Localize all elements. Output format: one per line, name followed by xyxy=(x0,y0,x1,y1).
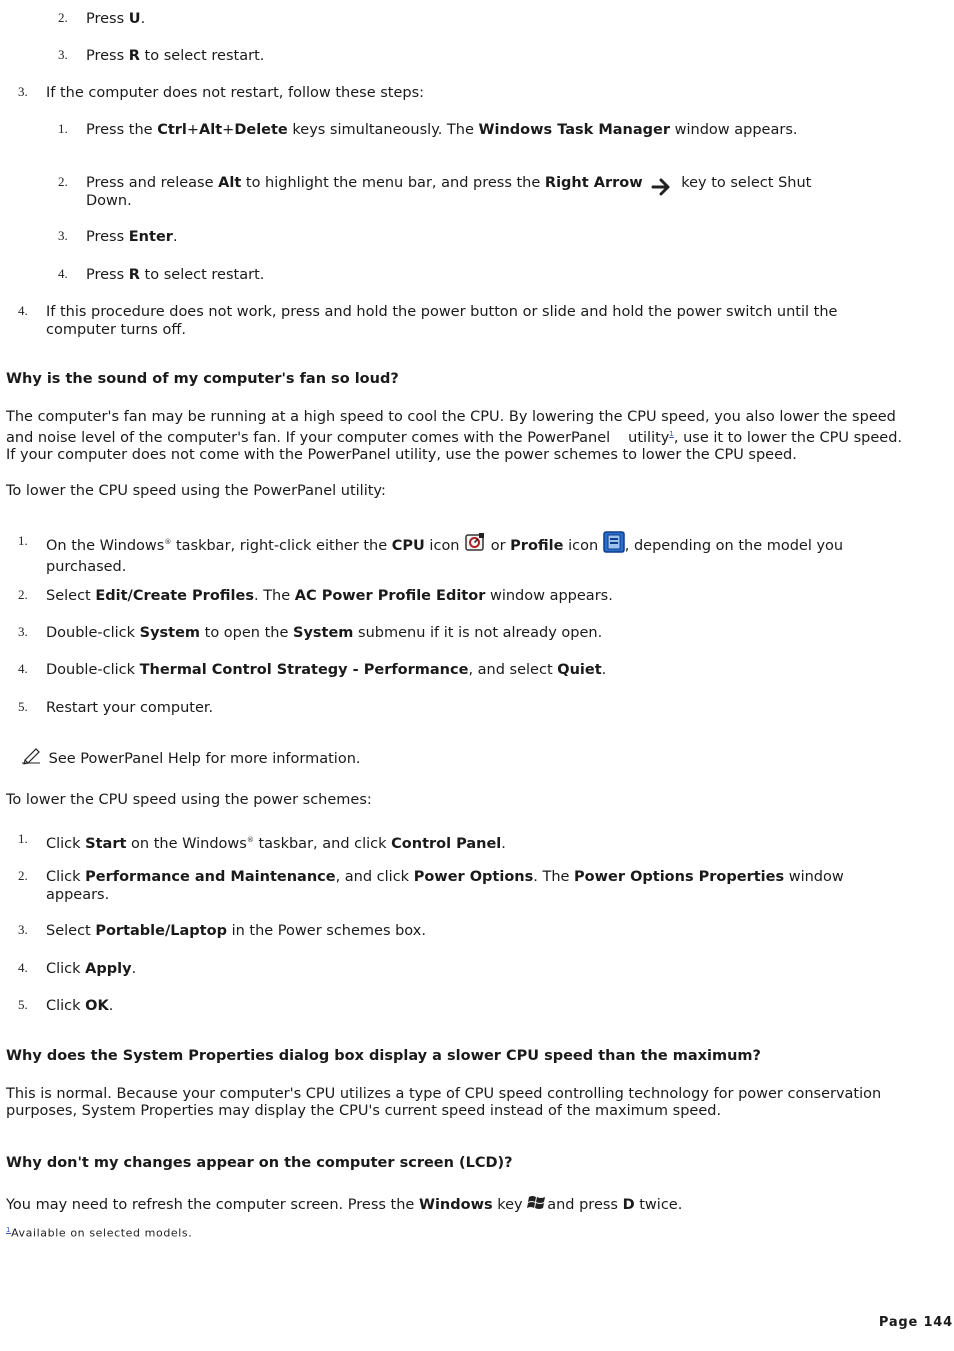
list-step: Restart your computer. xyxy=(46,700,214,716)
fan-paragraph: The computer's fan may be running at a high speed to cool the CPU. By lowering the CPU speed, you also lower the speed and noise level of the computer's fan. If your computer comes with the PowerPanel utility$^1$, use it to lower the CPU speed. If your computer does not come with the PowerPanel utility, use the power schemes to lower the CPU speed. xyxy=(6,409,903,463)
step-number: 1. xyxy=(58,121,68,136)
step-number: 2. xyxy=(18,868,28,883)
list-step: Select Portable/Laptop in the Power schemes box. xyxy=(46,923,426,939)
sysprops-paragraph: This is normal. Because your computer's CPU utilizes a type of CPU speed controlling technology for power conservation purposes, System Properties may display the CPU's current speed instead of the maximum speed. xyxy=(6,1086,882,1119)
list-step: Press and release Alt to highlight the menu bar, and press the Right Arrow key to select Shut Down. xyxy=(86,175,812,209)
section-heading-fan: Why is the sound of my computer's fan so loud? xyxy=(6,371,399,387)
lcd-paragraph: You may need to refresh the computer screen. Press the Windows key and press D twice. xyxy=(6,1197,946,1217)
list-step: Press the Ctrl+Alt+Delete keys simultaneously. The Windows Task Manager window appears. xyxy=(86,122,798,138)
note: See PowerPanel Help for more information. xyxy=(20,750,361,771)
profile-icon xyxy=(603,539,625,558)
list-step: On the Windows® taskbar, right-click either the CPU icon or Profile icon , depending on the model you purchased. xyxy=(46,533,926,576)
step-number: 4. xyxy=(58,266,68,281)
note-pencil-icon xyxy=(20,752,44,771)
item-number: 3. xyxy=(18,84,28,99)
list-item: If the computer does not restart, follow these steps: xyxy=(46,85,425,101)
step-number: 2. xyxy=(58,174,68,189)
list-step: Click Performance and Maintenance, and click Power Options. The Power Options Properties window appears. xyxy=(46,869,844,903)
cpu-icon xyxy=(464,539,486,558)
list-step: Click Start on the Windows® taskbar, and click Control Panel. xyxy=(46,835,506,852)
list-step: Click Apply. xyxy=(46,961,137,977)
list-step: Select Edit/Create Profiles. The AC Power Profile Editor window appears. xyxy=(46,588,613,604)
list-step: Double-click System to open the System submenu if it is not already open. xyxy=(46,625,603,641)
step-number: 3. xyxy=(58,228,68,243)
windows-logo-icon xyxy=(527,1200,547,1217)
list-step: Press U. xyxy=(86,11,146,27)
step-number: 2. xyxy=(58,10,68,25)
powerpanel-intro: To lower the CPU speed using the PowerPanel utility: xyxy=(6,483,386,499)
list-step: Press R to select restart. xyxy=(86,267,265,283)
step-number: 5. xyxy=(18,699,28,714)
item-number: 4. xyxy=(18,303,28,318)
step-number: 3. xyxy=(18,624,28,639)
step-number: 5. xyxy=(18,997,28,1012)
step-number: 2. xyxy=(18,587,28,602)
page-number: Page 144 xyxy=(878,1315,953,1330)
power-schemes-intro: To lower the CPU speed using the power schemes: xyxy=(6,792,372,808)
step-number: 4. xyxy=(18,661,28,676)
list-step: Double-click Thermal Control Strategy - Performance, and select Quiet. xyxy=(46,662,607,678)
step-number: 4. xyxy=(18,960,28,975)
section-heading-lcd: Why don't my changes appear on the computer screen (LCD)? xyxy=(6,1155,513,1171)
list-step: Press Enter. xyxy=(86,229,178,245)
footnote-mark[interactable]: 1 xyxy=(6,1226,12,1234)
list-step: Press R to select restart. xyxy=(86,48,265,64)
footnote: $^1$Available on selected models. xyxy=(6,1226,193,1240)
list-step: Click OK. xyxy=(46,998,114,1014)
step-number: 3. xyxy=(58,47,68,62)
step-number: 1. xyxy=(18,533,28,548)
footnote-link[interactable]: 1 xyxy=(669,430,674,438)
list-item: If this procedure does not work, press and hold the power button or slide and hold the power switch until the computer turns off. xyxy=(46,304,838,338)
step-number: 1. xyxy=(18,831,28,846)
step-number: 3. xyxy=(18,922,28,937)
section-heading-sysprops: Why does the System Properties dialog box display a slower CPU speed than the maximum? xyxy=(6,1048,761,1064)
